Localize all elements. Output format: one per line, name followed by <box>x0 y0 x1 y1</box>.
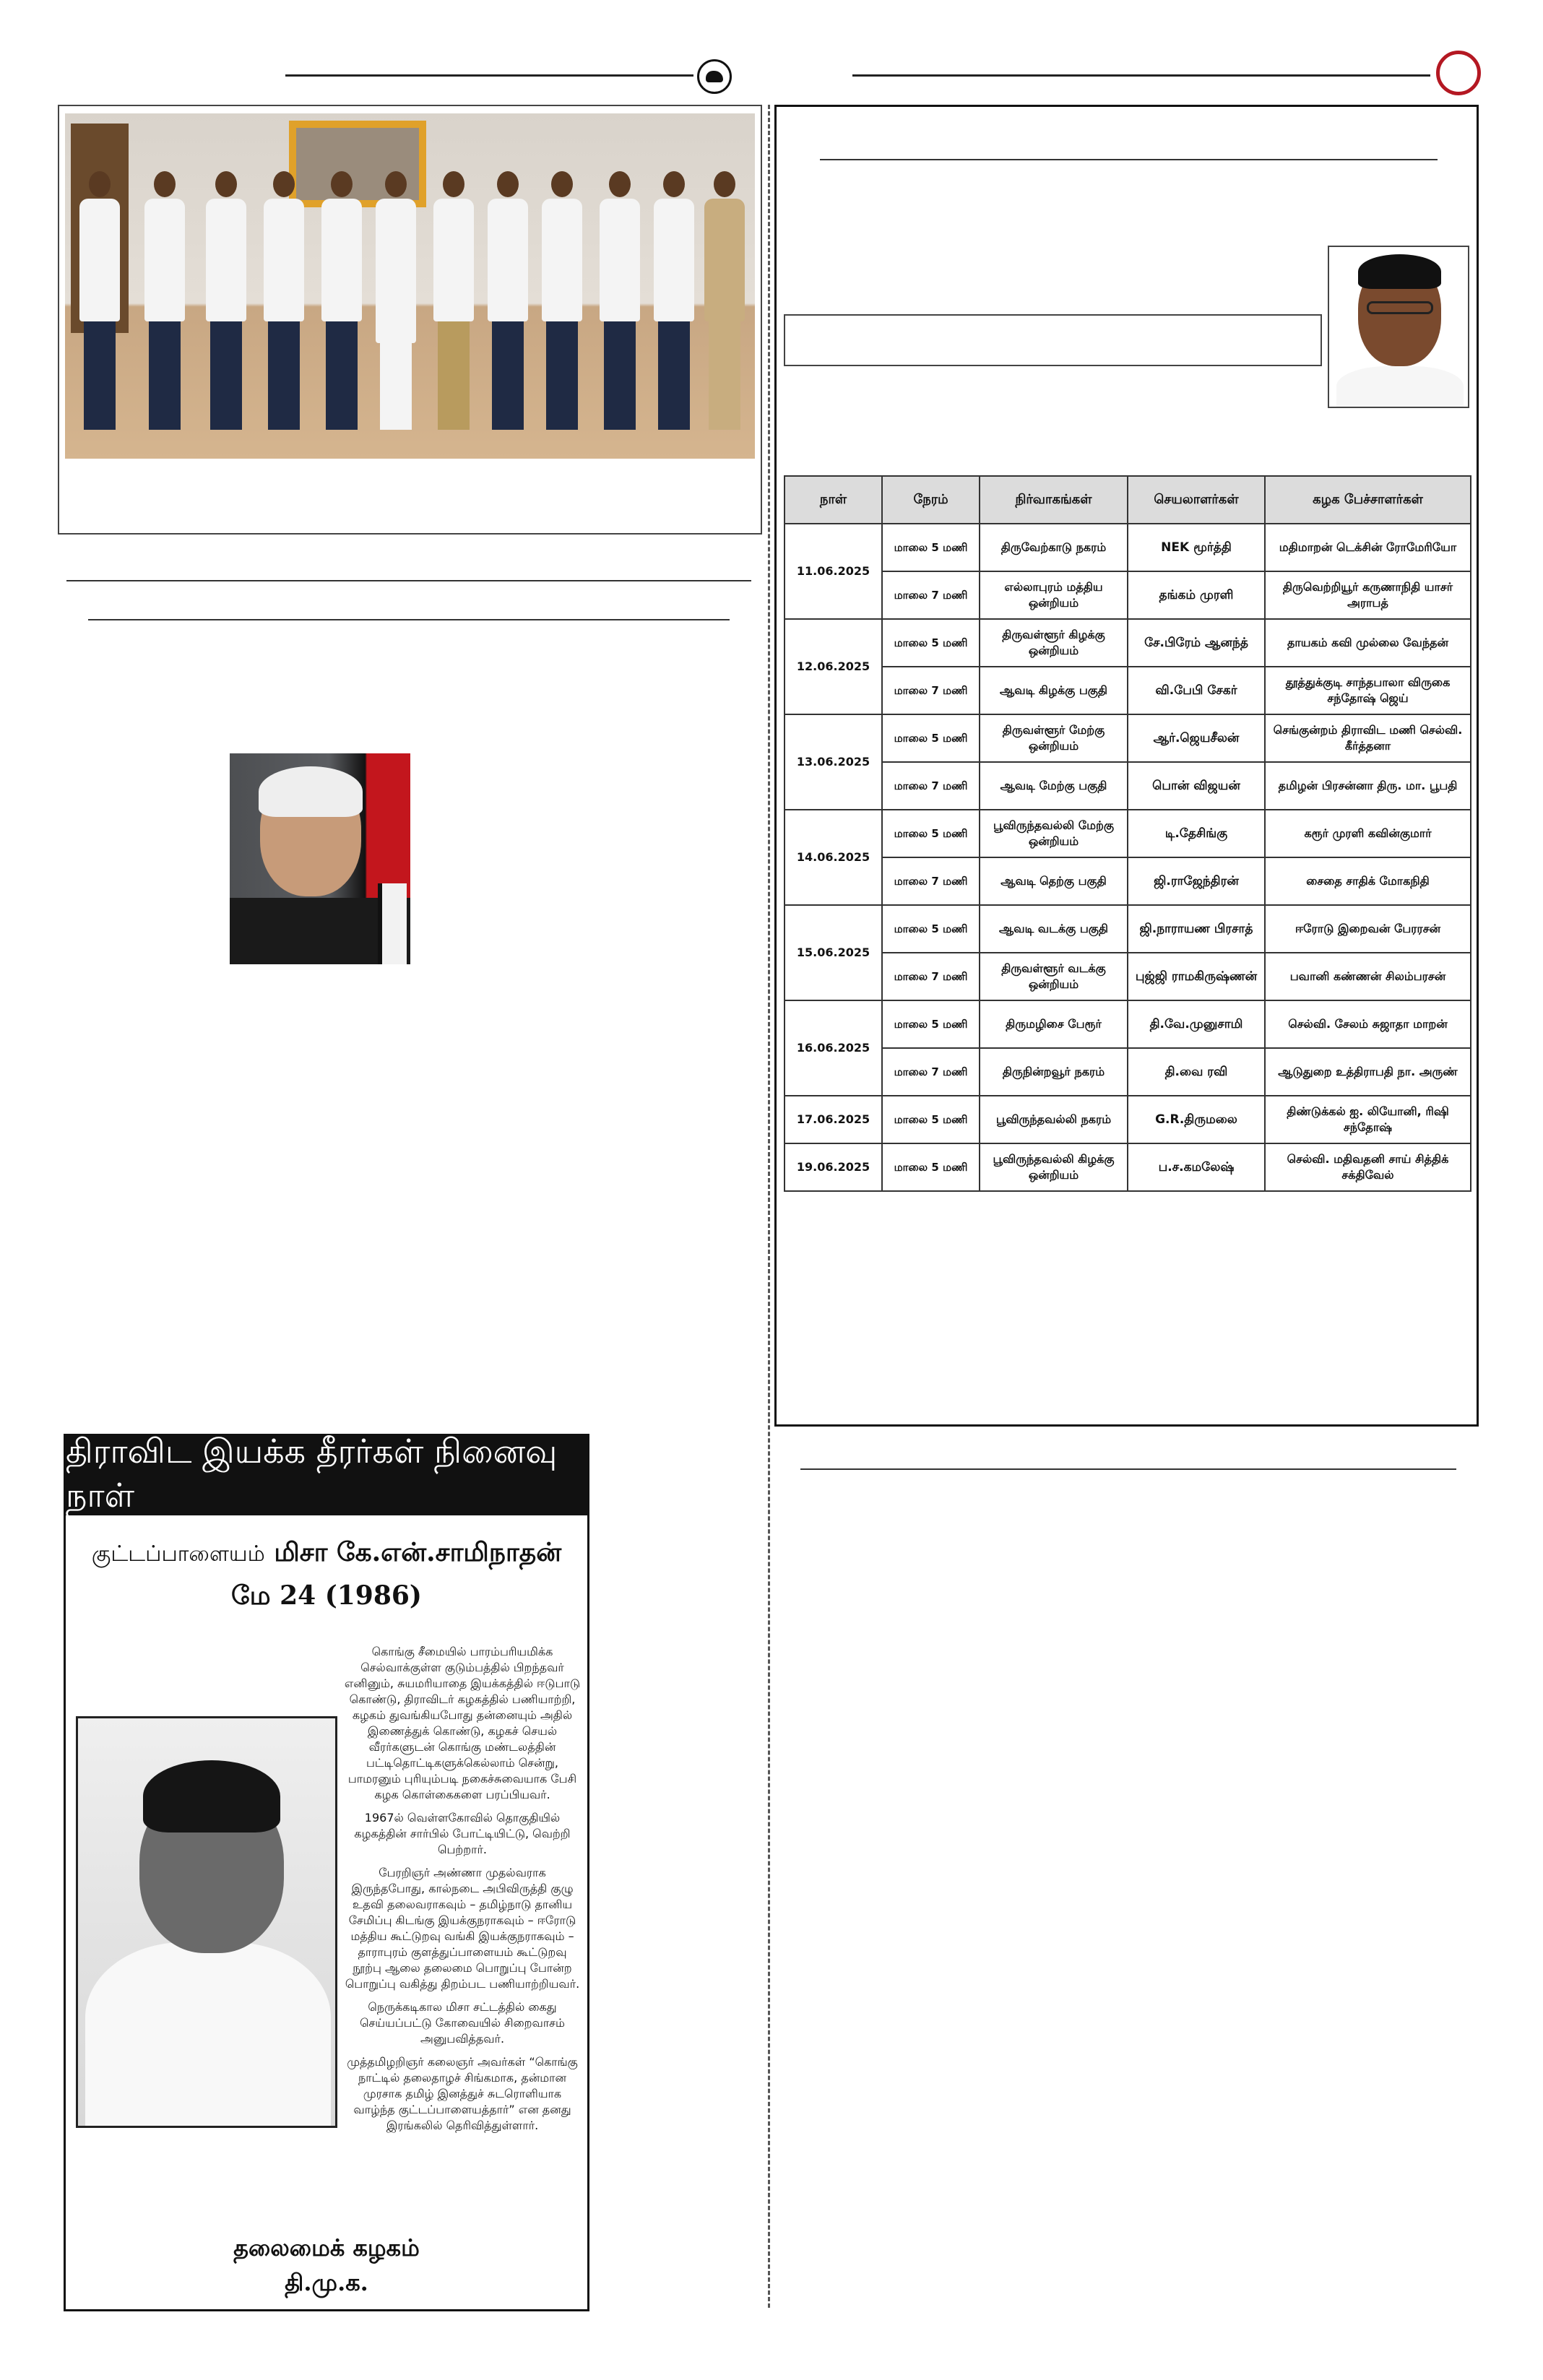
elephant-emblem-icon <box>697 59 732 94</box>
secretary-cell: தி.வை ரவி <box>1128 1048 1265 1096</box>
secretary-cell: வி.பேபி சேகர் <box>1128 667 1265 714</box>
speaker-cell: செங்குன்றம் திராவிட மணி செல்வி. கீர்த்தனா <box>1265 714 1471 762</box>
person-figure <box>654 171 694 430</box>
table-row <box>785 810 1471 857</box>
admin-cell: திருவேற்காடு நகரம் <box>980 524 1128 571</box>
memorial-paragraph: நெருக்கடிகால மிசா சட்டத்தில் கைது செய்யப்பட்டு கோவையில் சிறைவாசம் அனுபவித்தவர். <box>360 2000 565 2046</box>
date-cell: 15.06.2025 <box>785 905 882 1000</box>
date-cell: 11.06.2025 <box>785 524 882 619</box>
person-figure <box>321 171 362 430</box>
date-cell: 14.06.2025 <box>785 810 882 905</box>
secretary-cell: ஜி.நாராயண பிரசாத் <box>1128 905 1265 953</box>
admin-cell: ஆவடி வடக்கு பகுதி <box>980 905 1128 953</box>
time-cell: மாலை 5 மணி <box>882 1096 980 1143</box>
left-subhead-rule <box>88 619 730 620</box>
admin-cell: பூவிருந்தவல்லி கிழக்கு ஒன்றியம் <box>980 1143 1128 1191</box>
table-row <box>785 953 1471 1000</box>
date-cell: 19.06.2025 <box>785 1143 882 1191</box>
time-cell: மாலை 7 மணி <box>882 857 980 905</box>
speaker-cell: செல்வி. மதிவதனி சாய் சித்திக் சக்திவேல் <box>1265 1143 1471 1191</box>
date-cell: 13.06.2025 <box>785 714 882 810</box>
memorial-footer-line: தி.மு.க. <box>285 2269 368 2296</box>
time-cell: மாலை 5 மணி <box>882 619 980 667</box>
memorial-paragraph: கொங்கு சீமையில் பாரம்பரியமிக்க செல்வாக்குள்ள குடும்பத்தில் பிறந்தவர் எனினும், சுயமரியாதை இயக்கத்தில் ஈடுபாடு கொண்டு, திராவிடர் கழகத்தில் பணியாற்றி, கழகம் துவங்கியபோது தன்னையும் அதில் இணைத்துக் கொண்டு, கழகச் செயல் வீரர்களுடன் கொங்கு மண்டலத்தின் பட்டிதொட்டிகளுக்கெல்லாம் சென்று, பாமரனும் புரியும்படி நகைச்சுவையாக பேசி கழக கொள்கைகளை பரப்பியவர். <box>344 1645 581 1801</box>
group-photo-frame <box>58 105 762 535</box>
secretary-cell: ஜி.ராஜேந்திரன் <box>1128 857 1265 905</box>
date-cell: 16.06.2025 <box>785 1000 882 1096</box>
memorial-paragraph: 1967ல் வெள்ளகோவில் தொகுதியில் கழகத்தின் சார்பில் போட்டியிட்டு, வெற்றி பெற்றார். <box>354 1811 571 1856</box>
time-cell: மாலை 7 மணி <box>882 762 980 810</box>
person-figure <box>79 171 120 430</box>
secretary-cell: G.R.திருமலை <box>1128 1096 1265 1143</box>
column-header: நிர்வாகங்கள் <box>980 476 1128 524</box>
person-figure <box>264 171 304 430</box>
time-cell: மாலை 5 மணி <box>882 1143 980 1191</box>
person-figure <box>542 171 582 430</box>
date-cell: 17.06.2025 <box>785 1096 882 1143</box>
time-cell: மாலை 5 மணி <box>882 905 980 953</box>
speaker-cell: ஈரோடு இறைவன் பேரரசன் <box>1265 905 1471 953</box>
secretary-cell: ப.ச.கமலேஷ் <box>1128 1143 1265 1191</box>
memorial-name-prefix: குட்டப்பாளையம் <box>91 1541 265 1567</box>
person-figure <box>488 171 528 430</box>
table-row <box>785 1048 1471 1096</box>
person-figure <box>144 171 185 430</box>
time-cell: மாலை 7 மணி <box>882 953 980 1000</box>
speaker-cell: ஆடுதுறை உத்திராபதி நா. அருண் <box>1265 1048 1471 1096</box>
admin-cell: திருவள்ளூர் மேற்கு ஒன்றியம் <box>980 714 1128 762</box>
table-row <box>785 857 1471 905</box>
time-cell: மாலை 5 மணி <box>882 714 980 762</box>
speaker-cell: செல்வி. சேலம் சுஜாதா மாறன் <box>1265 1000 1471 1048</box>
memorial-header: திராவிட இயக்க தீரர்கள் நினைவு நாள் <box>66 1436 587 1515</box>
admin-cell: ஆவடி கிழக்கு பகுதி <box>980 667 1128 714</box>
person-figure <box>433 171 474 430</box>
admin-cell: எல்லாபுரம் மத்திய ஒன்றியம் <box>980 571 1128 619</box>
portrait-elderly-man <box>230 753 410 964</box>
time-cell: மாலை 5 மணி <box>882 810 980 857</box>
column-header: கழக பேச்சாளர்கள் <box>1265 476 1471 524</box>
memorial-portrait <box>76 1716 337 2128</box>
table-row <box>785 714 1471 762</box>
memorial-notice <box>64 1434 589 2311</box>
memorial-biography <box>344 1644 581 2141</box>
memorial-name <box>66 1537 587 1571</box>
table-row <box>785 1096 1471 1143</box>
red-circle-emblem-icon <box>1436 51 1481 95</box>
admin-cell: திருவள்ளூர் கிழக்கு ஒன்றியம் <box>980 619 1128 667</box>
speaker-cell: திண்டுக்கல் ஐ. லியோனி, ரிஷி சந்தோஷ் <box>1265 1096 1471 1143</box>
secretary-cell: சே.பிரேம் ஆனந்த் <box>1128 619 1265 667</box>
secretary-cell: பொன் விஜயன் <box>1128 762 1265 810</box>
time-cell: மாலை 5 மணி <box>882 524 980 571</box>
memorial-footer-line: தலைமைக் கழகம் <box>233 2234 420 2262</box>
speaker-cell: தாயகம் கவி முல்லை வேந்தன் <box>1265 619 1471 667</box>
table-row <box>785 524 1471 571</box>
blank-text-box <box>784 314 1322 366</box>
table-row <box>785 619 1471 667</box>
memorial-date: மே 24 (1986) <box>231 1580 422 1611</box>
person-figure <box>376 171 416 430</box>
memorial-signature <box>66 2230 587 2300</box>
meeting-schedule-table <box>784 475 1471 1192</box>
admin-cell: திருவள்ளூர் வடக்கு ஒன்றியம் <box>980 953 1128 1000</box>
admin-cell: திருநின்றவூர் நகரம் <box>980 1048 1128 1096</box>
admin-cell: ஆவடி தெற்கு பகுதி <box>980 857 1128 905</box>
table-row <box>785 762 1471 810</box>
admin-cell: பூவிருந்தவல்லி நகரம் <box>980 1096 1128 1143</box>
secretary-cell: NEK மூர்த்தி <box>1128 524 1265 571</box>
column-header: செயலாளர்கள் <box>1128 476 1265 524</box>
admin-cell: திருமழிசை பேரூர் <box>980 1000 1128 1048</box>
time-cell: மாலை 7 மணி <box>882 1048 980 1096</box>
table-header-row <box>785 476 1471 524</box>
speaker-cell: சைதை சாதிக் மோகநிதி <box>1265 857 1471 905</box>
column-divider <box>768 105 770 2308</box>
person-figure <box>206 171 246 430</box>
memorial-paragraph: பேரறிஞர் அண்ணா முதல்வராக இருந்தபோது, கால்நடை அபிவிருத்தி குழு உதவி தலைவராகவும் – தமிழ்நாடு தானிய சேமிப்பு கிடங்கு இயக்குநராகவும் – ஈரோடு மத்திய கூட்டுறவு வங்கி இயக்குநராகவும் – தாராபுரம் குளத்துப்பாளையம் கூட்டுறவு நூற்பு ஆலை தலைமை பொறுப்பு போன்ற பொறுப்பு வகித்து திறம்பட பணியாற்றியவர். <box>345 1866 580 1991</box>
group-photo <box>65 113 755 459</box>
secretary-cell: புஜ்ஜி ராமகிருஷ்ணன் <box>1128 953 1265 1000</box>
left-headline-rule <box>66 580 751 581</box>
speaker-cell: கரூர் முரளி கவின்குமார் <box>1265 810 1471 857</box>
person-figure <box>600 171 640 430</box>
table-row <box>785 571 1471 619</box>
table-row <box>785 905 1471 953</box>
column-header: நாள் <box>785 476 882 524</box>
speaker-cell: தூத்துக்குடி சாந்தபாலா விருகை சந்தோஷ் ஜெய் <box>1265 667 1471 714</box>
date-cell: 12.06.2025 <box>785 619 882 714</box>
person-figure <box>704 171 745 430</box>
secretary-cell: டி.தேசிங்கு <box>1128 810 1265 857</box>
secretary-cell: ஆர்.ஜெயசீலன் <box>1128 714 1265 762</box>
portrait-man-glasses <box>1328 246 1469 408</box>
header-rule-left <box>285 74 693 77</box>
secretary-cell: தி.வே.முனுசாமி <box>1128 1000 1265 1048</box>
speaker-cell: மதிமாறன் டெக்சின் ரோமேரியோ <box>1265 524 1471 571</box>
table-row <box>785 1143 1471 1191</box>
secretary-cell: தங்கம் முரளி <box>1128 571 1265 619</box>
time-cell: மாலை 7 மணி <box>882 571 980 619</box>
table-row <box>785 1000 1471 1048</box>
right-headline-rule <box>820 159 1438 160</box>
column-header: நேரம் <box>882 476 980 524</box>
speaker-cell: தமிழன் பிரசன்னா திரு. மா. பூபதி <box>1265 762 1471 810</box>
right-bottom-rule <box>800 1468 1456 1470</box>
memorial-name-main: மிசா கே.என்.சாமிநாதன் <box>274 1537 562 1567</box>
memorial-paragraph: முத்தமிழறிஞர் கலைஞர் அவர்கள் “கொங்கு நாட்டில் தலைதாழச் சிங்கமாக, தன்மான முரசாக தமிழ் இனத்துச் சுடரொளியாக வாழ்ந்த குட்டப்பாளையத்தார்” என தனது இரங்கலில் தெரிவித்துள்ளார். <box>347 2055 578 2132</box>
time-cell: மாலை 7 மணி <box>882 667 980 714</box>
admin-cell: ஆவடி மேற்கு பகுதி <box>980 762 1128 810</box>
speaker-cell: பவானி கண்ணன் சிலம்பரசன் <box>1265 953 1471 1000</box>
time-cell: மாலை 5 மணி <box>882 1000 980 1048</box>
table-row <box>785 667 1471 714</box>
header-rule-right <box>852 74 1430 77</box>
admin-cell: பூவிருந்தவல்லி மேற்கு ஒன்றியம் <box>980 810 1128 857</box>
speaker-cell: திருவெற்றியூர் கருணாநிதி யாசர் அராபத் <box>1265 571 1471 619</box>
